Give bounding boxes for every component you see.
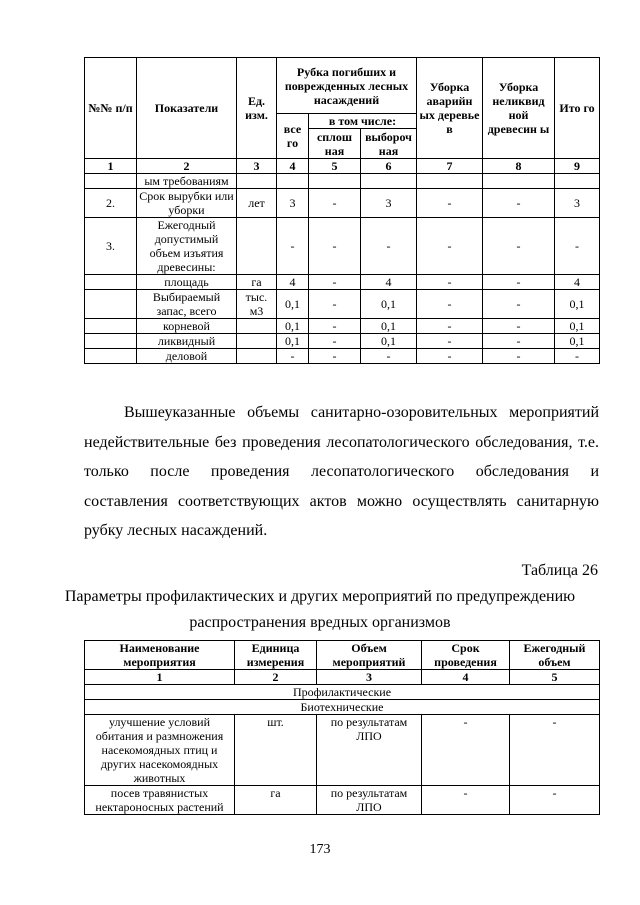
row-value: - — [483, 290, 555, 319]
felling-parameters-table — [84, 57, 600, 364]
row-value: 4 — [555, 275, 600, 290]
row-unit — [237, 334, 277, 349]
row-value: - — [483, 275, 555, 290]
measure-unit: шт. — [235, 715, 317, 786]
col-number: 6 — [361, 159, 417, 174]
row-unit — [237, 218, 277, 275]
table-row — [85, 275, 600, 290]
row-value: - — [417, 218, 483, 275]
col-number: 9 — [555, 159, 600, 174]
row-indicator: площадь — [137, 275, 237, 290]
measure-volume: по результатам ЛПО — [317, 786, 422, 815]
row-value: 0,1 — [555, 290, 600, 319]
row-value: - — [555, 218, 600, 275]
row-indicator: ым требованиям — [137, 174, 237, 189]
row-value: - — [483, 349, 555, 364]
header-num: №№ п/п — [85, 58, 137, 159]
header-felling-group: Рубка погибших и поврежденных лесных насаждений — [277, 58, 417, 114]
measures-table — [84, 640, 600, 815]
row-indicator: деловой — [137, 349, 237, 364]
row-value: - — [309, 189, 361, 218]
table-row — [85, 174, 600, 189]
row-value: - — [309, 319, 361, 334]
measure-annual: - — [510, 786, 600, 815]
table-row — [85, 334, 600, 349]
measure-volume: по результатам ЛПО — [317, 715, 422, 786]
row-indicator: Срок вырубки или уборки — [137, 189, 237, 218]
row-value: 0,1 — [277, 334, 309, 349]
row-value: - — [483, 334, 555, 349]
row-indicator: ликвидный — [137, 334, 237, 349]
col-number: 8 — [483, 159, 555, 174]
table-row — [85, 290, 600, 319]
row-num — [85, 275, 137, 290]
column-number-row — [85, 670, 600, 685]
row-value: - — [417, 319, 483, 334]
column-number-row — [85, 159, 600, 174]
col-number: 2 — [235, 670, 317, 685]
row-value: - — [277, 218, 309, 275]
row-num — [85, 349, 137, 364]
row-value: 0,1 — [555, 319, 600, 334]
table-label: Таблица 26 — [521, 562, 598, 579]
row-num: 3. — [85, 218, 137, 275]
header-measure-volume: Объем мероприятий — [317, 641, 422, 670]
row-num — [85, 290, 137, 319]
row-value: 4 — [277, 275, 309, 290]
row-value — [309, 174, 361, 189]
col-number: 7 — [417, 159, 483, 174]
header-unit: Ед. изм. — [237, 58, 277, 159]
header-clear: сплош ная — [309, 129, 361, 159]
row-value: - — [361, 218, 417, 275]
header-measure-term: Срок проведения — [422, 641, 510, 670]
section-preventive: Профилактические — [85, 685, 600, 700]
header-sum: Ито го — [555, 58, 600, 159]
row-value: - — [483, 189, 555, 218]
row-value: - — [309, 334, 361, 349]
row-value: - — [417, 290, 483, 319]
header-selective: выбороч ная — [361, 129, 417, 159]
row-value: - — [483, 218, 555, 275]
row-value: - — [417, 189, 483, 218]
row-indicator: Ежегодный допустимый объем изъятия древесины: — [137, 218, 237, 275]
measure-term: - — [422, 715, 510, 786]
row-value — [361, 174, 417, 189]
table-row — [85, 218, 600, 275]
row-value: 0,1 — [361, 290, 417, 319]
row-value: - — [417, 334, 483, 349]
section-biotechnical: Биотехнические — [85, 700, 600, 715]
header-including: в том числе: — [309, 114, 417, 129]
col-number: 5 — [510, 670, 600, 685]
row-value: - — [309, 349, 361, 364]
header-measure-name: Наименование мероприятия — [85, 641, 235, 670]
row-unit — [237, 174, 277, 189]
body-paragraph-text: Вышеуказанные объемы санитарно-озоровительных мероприятий недействительные без проведения лесопатологического обследования, т.е. только после проведения лесопатологического обследования и составления соответствующих актов можно осуществлять санитарную рубку лесных насаждений. — [84, 404, 599, 539]
row-value: - — [309, 290, 361, 319]
row-value: - — [555, 349, 600, 364]
row-unit: га — [237, 275, 277, 290]
header-total: все го — [277, 114, 309, 159]
row-value — [417, 174, 483, 189]
row-value — [555, 174, 600, 189]
measure-annual: - — [510, 715, 600, 786]
body-paragraph — [84, 398, 599, 546]
row-unit — [237, 349, 277, 364]
header-measure-annual: Ежегодный объем — [510, 641, 600, 670]
row-num: 2. — [85, 189, 137, 218]
row-value: - — [417, 349, 483, 364]
page-number: 173 — [309, 842, 331, 857]
row-indicator: Выбираемый запас, всего — [137, 290, 237, 319]
row-unit — [237, 319, 277, 334]
header-indicator: Показатели — [137, 58, 237, 159]
row-num — [85, 334, 137, 349]
col-number: 4 — [277, 159, 309, 174]
col-number: 1 — [85, 670, 235, 685]
measure-name: посев травянистых нектароносных растений — [85, 786, 235, 815]
row-value: - — [277, 349, 309, 364]
row-value: 0,1 — [361, 334, 417, 349]
col-number: 2 — [137, 159, 237, 174]
row-indicator: корневой — [137, 319, 237, 334]
row-unit: тыс. м3 — [237, 290, 277, 319]
row-value: 4 — [361, 275, 417, 290]
row-value — [277, 174, 309, 189]
row-value: 0,1 — [277, 319, 309, 334]
row-value: - — [483, 319, 555, 334]
col-number: 3 — [317, 670, 422, 685]
row-value: 3 — [361, 189, 417, 218]
row-unit: лет — [237, 189, 277, 218]
col-number: 5 — [309, 159, 361, 174]
row-value — [483, 174, 555, 189]
row-num — [85, 174, 137, 189]
row-value: - — [309, 218, 361, 275]
row-value: 0,1 — [361, 319, 417, 334]
row-value: 0,1 — [555, 334, 600, 349]
table-row — [85, 319, 600, 334]
col-number: 1 — [85, 159, 137, 174]
measure-name: улучшение условий обитания и размножения насекомоядных птиц и других насекомоядных животных — [85, 715, 235, 786]
col-number: 3 — [237, 159, 277, 174]
row-num — [85, 319, 137, 334]
row-value: 3 — [555, 189, 600, 218]
header-measure-unit: Единица измерения — [235, 641, 317, 670]
row-value: 0,1 — [277, 290, 309, 319]
measure-unit: га — [235, 786, 317, 815]
col-number: 4 — [422, 670, 510, 685]
table-title-line-2: распространения вредных организмов — [189, 614, 451, 631]
header-emergency: Уборка аварийн ых деревье в — [417, 58, 483, 159]
row-value: - — [361, 349, 417, 364]
row-value: - — [417, 275, 483, 290]
table-row — [85, 189, 600, 218]
table-title-line-1: Параметры профилактических и других мероприятий по предупреждению — [64, 588, 576, 605]
table-row — [85, 349, 600, 364]
header-illiquid: Уборка неликвид ной древесин ы — [483, 58, 555, 159]
row-value: - — [309, 275, 361, 290]
measure-term: - — [422, 786, 510, 815]
row-value: 3 — [277, 189, 309, 218]
